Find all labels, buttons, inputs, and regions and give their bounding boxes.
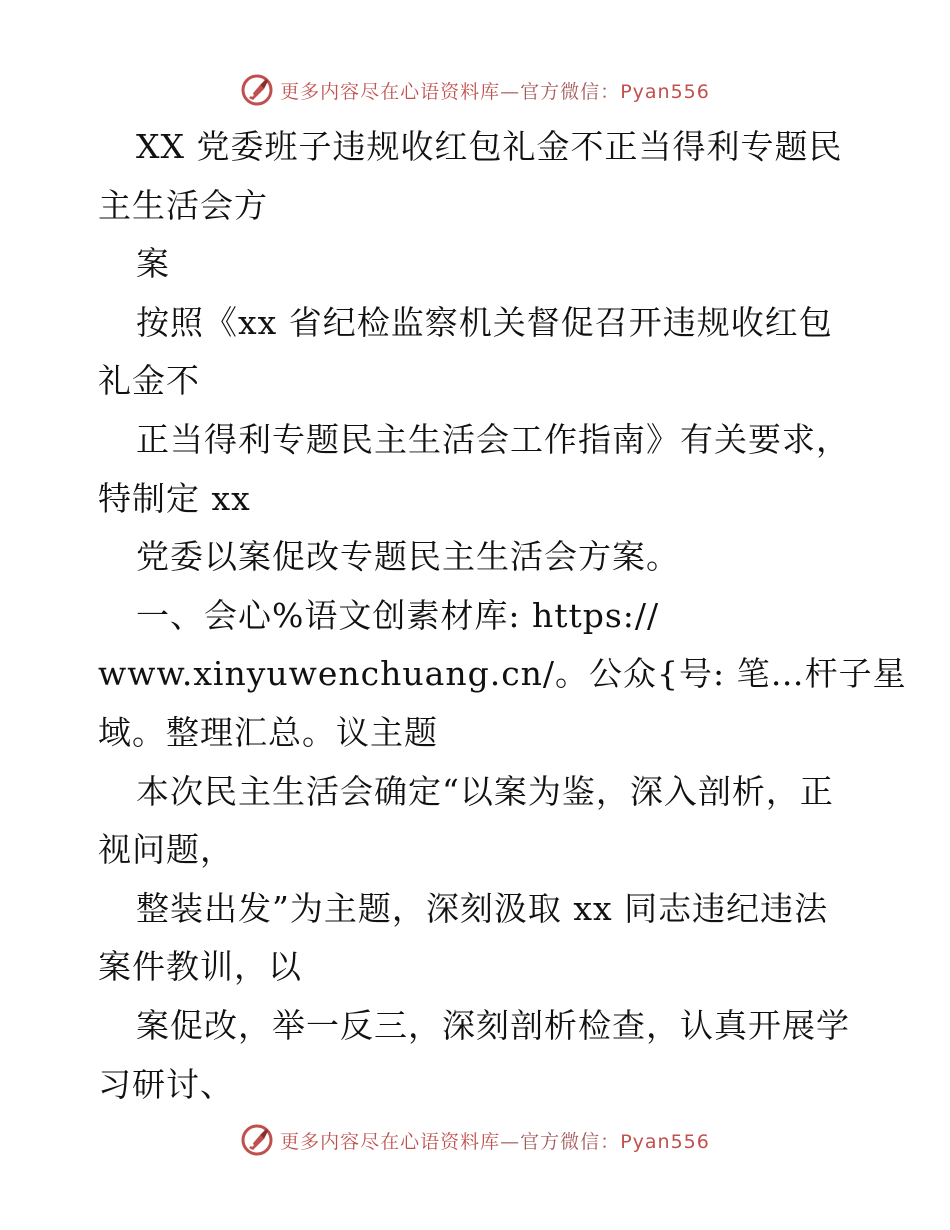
text-line: 视问题， bbox=[98, 830, 234, 870]
pen-nib-circle-icon bbox=[240, 73, 274, 107]
document-body bbox=[98, 118, 907, 1114]
text-line: www.xinyuwenchuang.cn/。公众{号: 笔…杆子星 bbox=[98, 654, 907, 694]
text-line: 案促改，举一反三，深刻剖析检查，认真开展学 bbox=[136, 1005, 850, 1045]
pen-nib-circle-icon bbox=[240, 1123, 274, 1157]
text-line: 整装出发”为主题，深刻汲取 xx 同志违纪违法 bbox=[136, 888, 829, 928]
text-line: 案件教训，以 bbox=[98, 947, 302, 987]
text-line: 一、会心%语文创素材库: https:// bbox=[136, 595, 660, 635]
banner-lead: 更多内容尽在心语资料库 bbox=[280, 80, 501, 103]
banner-dash: — bbox=[500, 80, 521, 103]
text-line: 域。整理汇总。议主题 bbox=[98, 712, 438, 752]
text-line: XX 党委班子违规收红包礼金不正当得利专题民 bbox=[136, 127, 843, 166]
text-line: 按照《xx 省纪检监察机关督促召开违规收红包 bbox=[136, 302, 833, 342]
banner-wechat-label: 官方微信： bbox=[520, 80, 621, 103]
text-line: 特制定 xx bbox=[98, 478, 251, 518]
banner-dash: — bbox=[500, 1130, 521, 1153]
header-banner bbox=[0, 70, 950, 110]
text-line: 正当得利专题民主生活会工作指南》有关要求， bbox=[136, 419, 850, 459]
text-line: 礼金不 bbox=[98, 361, 200, 401]
banner-text bbox=[280, 1127, 710, 1154]
banner-lead: 更多内容尽在心语资料库 bbox=[280, 1130, 501, 1153]
banner-wechat-id: Pyan556 bbox=[620, 1130, 710, 1153]
text-line: 本次民主生活会确定“以案为鉴，深入剖析，正 bbox=[136, 771, 834, 811]
text-line: 习研讨、 bbox=[98, 1064, 234, 1104]
text-line: 主生活会方 bbox=[98, 185, 268, 225]
text-line: 党委以案促改专题民主生活会方案。 bbox=[136, 537, 680, 577]
footer-banner bbox=[0, 1120, 950, 1160]
banner-wechat-label: 官方微信： bbox=[520, 1130, 621, 1153]
banner-text bbox=[280, 77, 710, 104]
banner-wechat-id: Pyan556 bbox=[620, 80, 710, 103]
text-line: 案 bbox=[136, 244, 170, 284]
